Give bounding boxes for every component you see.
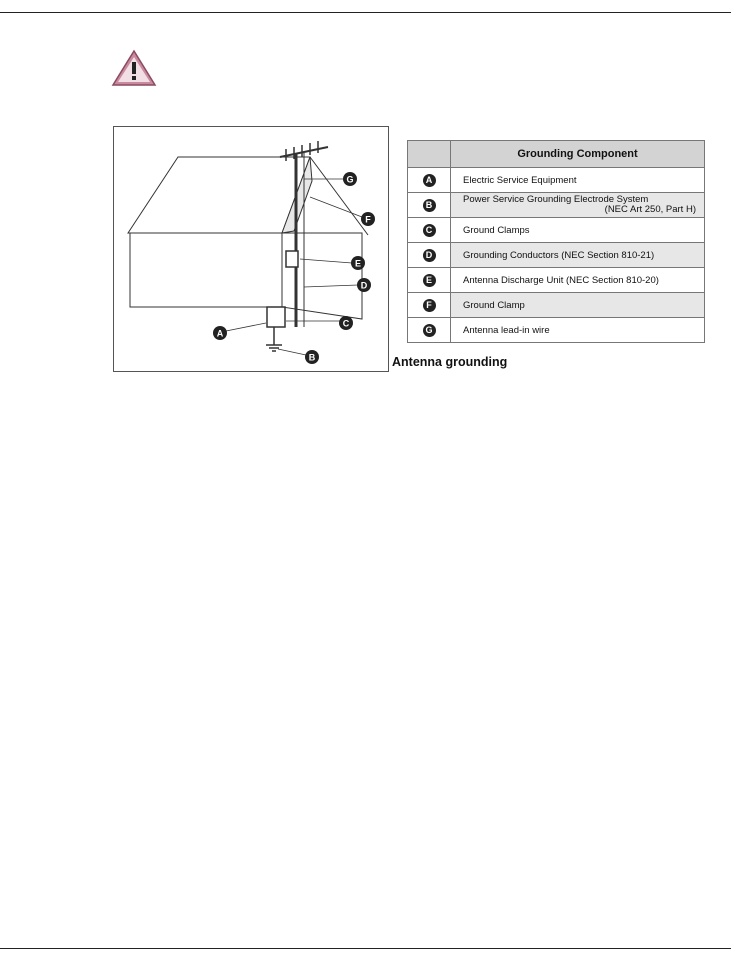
component-description: Ground Clamps: [451, 218, 705, 243]
table-row: [408, 268, 705, 293]
callout-d: [357, 278, 371, 292]
table-header-row: [408, 141, 705, 168]
svg-text:B: B: [308, 352, 316, 363]
table-row: [408, 243, 705, 268]
key-badge: E: [423, 274, 436, 287]
table-header-label: Grounding Component: [451, 141, 705, 168]
table-row: [408, 168, 705, 193]
callout-e: [351, 256, 365, 270]
figure-caption: Antenna grounding: [392, 355, 508, 369]
antenna-grounding-diagram: [113, 126, 389, 372]
svg-text:A: A: [216, 328, 224, 339]
callout-a: [213, 326, 227, 340]
warning-triangle-icon: [110, 48, 158, 88]
top-rule: [0, 12, 731, 13]
component-description: Ground Clamp: [451, 293, 705, 318]
key-badge: C: [423, 224, 436, 237]
key-badge: D: [423, 249, 436, 262]
component-description: Antenna Discharge Unit (NEC Section 810-20): [451, 268, 705, 293]
key-badge: F: [423, 299, 436, 312]
component-description: Power Service Grounding Electrode System (NEC Art 250, Part H): [463, 194, 696, 215]
svg-text:E: E: [354, 258, 362, 269]
svg-text:F: F: [365, 214, 371, 225]
component-description: Electric Service Equipment: [451, 168, 705, 193]
table-header-blank: [408, 141, 451, 168]
table-row: [408, 218, 705, 243]
table-row: [408, 193, 705, 218]
key-badge: A: [423, 174, 436, 187]
component-description: Antenna lead-in wire: [451, 318, 705, 343]
component-description: Grounding Conductors (NEC Section 810-21): [451, 243, 705, 268]
grounding-component-table: [407, 140, 705, 343]
callout-f: [361, 212, 375, 226]
bottom-rule: [0, 948, 731, 949]
key-badge: G: [423, 324, 436, 337]
table-row: [408, 293, 705, 318]
svg-text:C: C: [342, 318, 350, 329]
svg-text:D: D: [360, 280, 368, 291]
svg-text:G: G: [346, 174, 354, 185]
table-row: [408, 318, 705, 343]
callout-g: [343, 172, 357, 186]
callout-b: [305, 350, 319, 364]
callout-c: [339, 316, 353, 330]
key-badge: B: [423, 199, 436, 212]
